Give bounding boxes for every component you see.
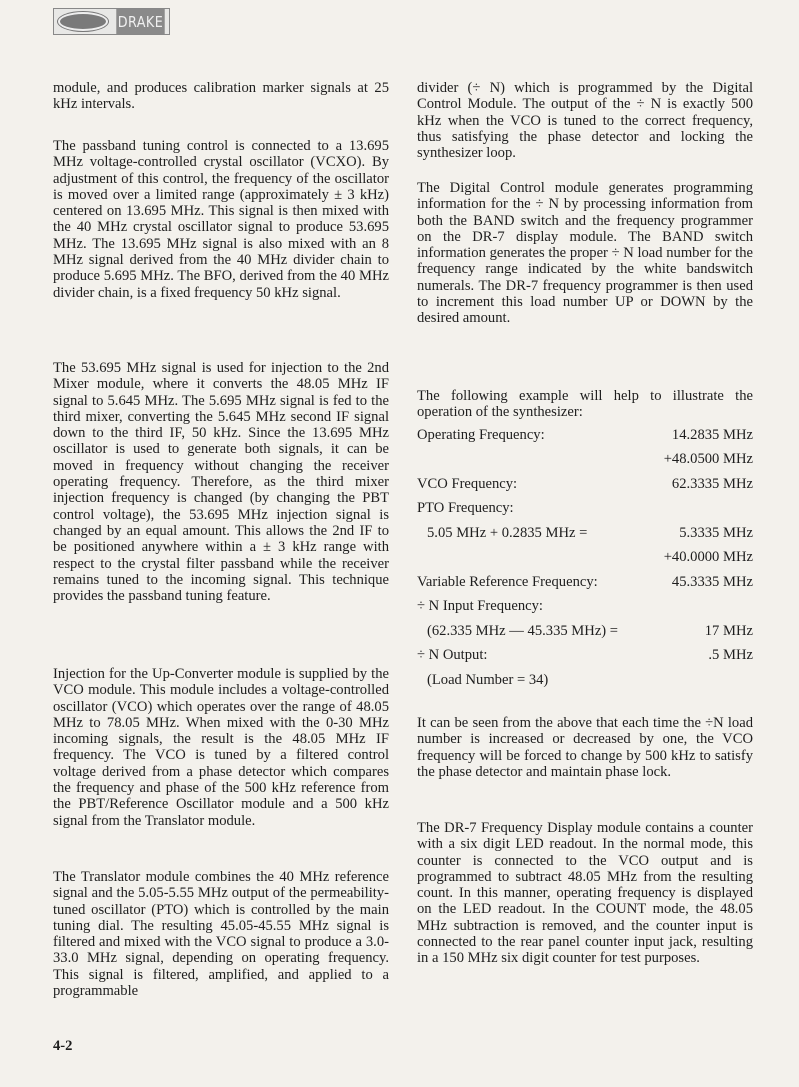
paragraph: module, and produces calibration marker signals at 25 kHz intervals.: [53, 80, 389, 113]
example-value: +48.0500 MHz: [663, 451, 753, 467]
paragraph: divider (÷ N) which is programmed by the Digital Control Module. The output of the ÷ N is exactly 500 kHz when the VCO is tuned to the correct frequency, thus satisfying the phase detector and locking the synthesizer loop.: [417, 80, 753, 162]
example-row: [417, 476, 753, 492]
paragraph: The 53.695 MHz signal is used for injection to the 2nd Mixer module, where it converts the 48.05 MHz IF signal to 5.645 MHz. The 5.695 MHz signal is fed to the third mixer, converting the 5.645 MHz second IF signal down to the third IF, 50 kHz. Since the 13.695 MHz oscillator is used to generate both signals, it can be moved in frequency without changing the receiver operating frequency. Therefore, as the third mixer injection frequency is changed (by changing the PBT control voltage), the 53.695 MHz injection signal is changed by an equal amount. This allows the 2nd IF to be positioned anywhere within a ± 3 kHz range with respect to the crystal filter passband while the receiver remains tuned to the incoming signal. This technique provides the passband tuning feature.: [53, 360, 389, 605]
example-value: .5 MHz: [708, 647, 753, 663]
example-row: [417, 549, 753, 565]
example-label: (62.335 MHz — 45.335 MHz) =: [427, 623, 619, 639]
paragraph: The passband tuning control is connected to a 13.695 MHz voltage-controlled crystal oscillator (VCXO). By adjustment of this control, the frequency of the oscillator is moved over a limited range (approximately ± 3 kHz) centered on 13.695 MHz. This signal is then mixed with the 40 MHz crystal oscillator signal to produce 53.695 MHz. The 13.695 MHz signal is also mixed with an 8 MHz signal derived from the 40 MHz divider chain to produce 5.695 MHz. The BFO, derived from the 40 MHz divider chain, is a fixed frequency 50 kHz signal.: [53, 138, 389, 301]
example-row: [417, 647, 753, 663]
paragraph: The following example will help to illustrate the operation of the synthesizer:: [417, 388, 753, 421]
example-label: 5.05 MHz + 0.2835 MHz =: [427, 525, 588, 541]
example-value: 17 MHz: [704, 623, 753, 639]
example-value: +40.0000 MHz: [663, 549, 753, 565]
example-value: 5.3335 MHz: [679, 525, 753, 541]
drake-logo: [53, 8, 170, 35]
logo-oval-icon: [58, 12, 108, 31]
paragraph: It can be seen from the above that each time the ÷N load number is increased or decreased by one, the VCO frequency will be forced to change by 500 kHz to satisfy the phase detector and maintain phase lock.: [417, 715, 753, 780]
example-label: Variable Reference Frequency:: [417, 574, 598, 590]
example-label: ÷ N Output:: [417, 647, 488, 663]
paragraph: The Digital Control module generates programming information for the ÷ N by processing information from both the BAND switch and the frequency programmer on the DR-7 display module. The BAND switch information generates the proper ÷ N load number for the frequency range indicated by the white bandswitch numerals. The DR-7 frequency programmer is then used to increment this load number UP or DOWN by the desired amount.: [417, 180, 753, 327]
logo-text: DRAKE: [116, 9, 164, 34]
example-label: Operating Frequency:: [417, 427, 545, 443]
example-label: ÷ N Input Frequency:: [417, 598, 543, 614]
example-row: [417, 598, 753, 614]
example-value: 45.3335 MHz: [671, 574, 753, 590]
example-row: [417, 500, 753, 516]
paragraph: The DR-7 Frequency Display module contains a counter with a six digit LED readout. In the normal mode, this counter is connected to the VCO output and is programmed to subtract 48.05 MHz from the resulting count. In this manner, operating frequency is displayed on the LED readout. In the COUNT mode, the 48.05 MHz subtraction is removed, and the counter input is connected to the rear panel counter input jack, resulting in a 150 MHz six digit counter for test purposes.: [417, 820, 753, 967]
paragraph: The Translator module combines the 40 MHz reference signal and the 5.05-5.55 MHz output of the permeability-tuned oscillator (PTO) which is controlled by the main tuning dial. The resulting 45.05-45.55 MHz signal is filtered and mixed with the VCO signal to produce a 3.0-33.0 MHz signal, depending on operating frequency. This signal is filtered, amplified, and applied to a programmable: [53, 869, 389, 1000]
example-value: 14.2835 MHz: [671, 427, 753, 443]
example-row: [417, 427, 753, 443]
example-label: PTO Frequency:: [417, 500, 514, 516]
example-row: [417, 623, 753, 639]
paragraph: Injection for the Up-Converter module is supplied by the VCO module. This module includes a voltage-controlled oscillator (VCO) which operates over the range of 48.05 MHz to 78.05 MHz. When mixed with the 0-30 MHz incoming signals, the result is the 48.05 MHz IF frequency. The VCO is tuned by a filtered control voltage derived from a phase detector which compares the frequency and phase of the 500 kHz reference from the PBT/Reference Oscillator module and a 500 kHz signal from the Translator module.: [53, 666, 389, 829]
example-row: [417, 574, 753, 590]
page-number: 4-2: [53, 1038, 73, 1054]
example-row: [417, 451, 753, 467]
example-value: 62.3335 MHz: [671, 476, 753, 492]
example-label: (Load Number = 34): [427, 672, 549, 688]
example-row: [417, 525, 753, 541]
example-label: VCO Frequency:: [417, 476, 518, 492]
example-row: [417, 672, 753, 688]
